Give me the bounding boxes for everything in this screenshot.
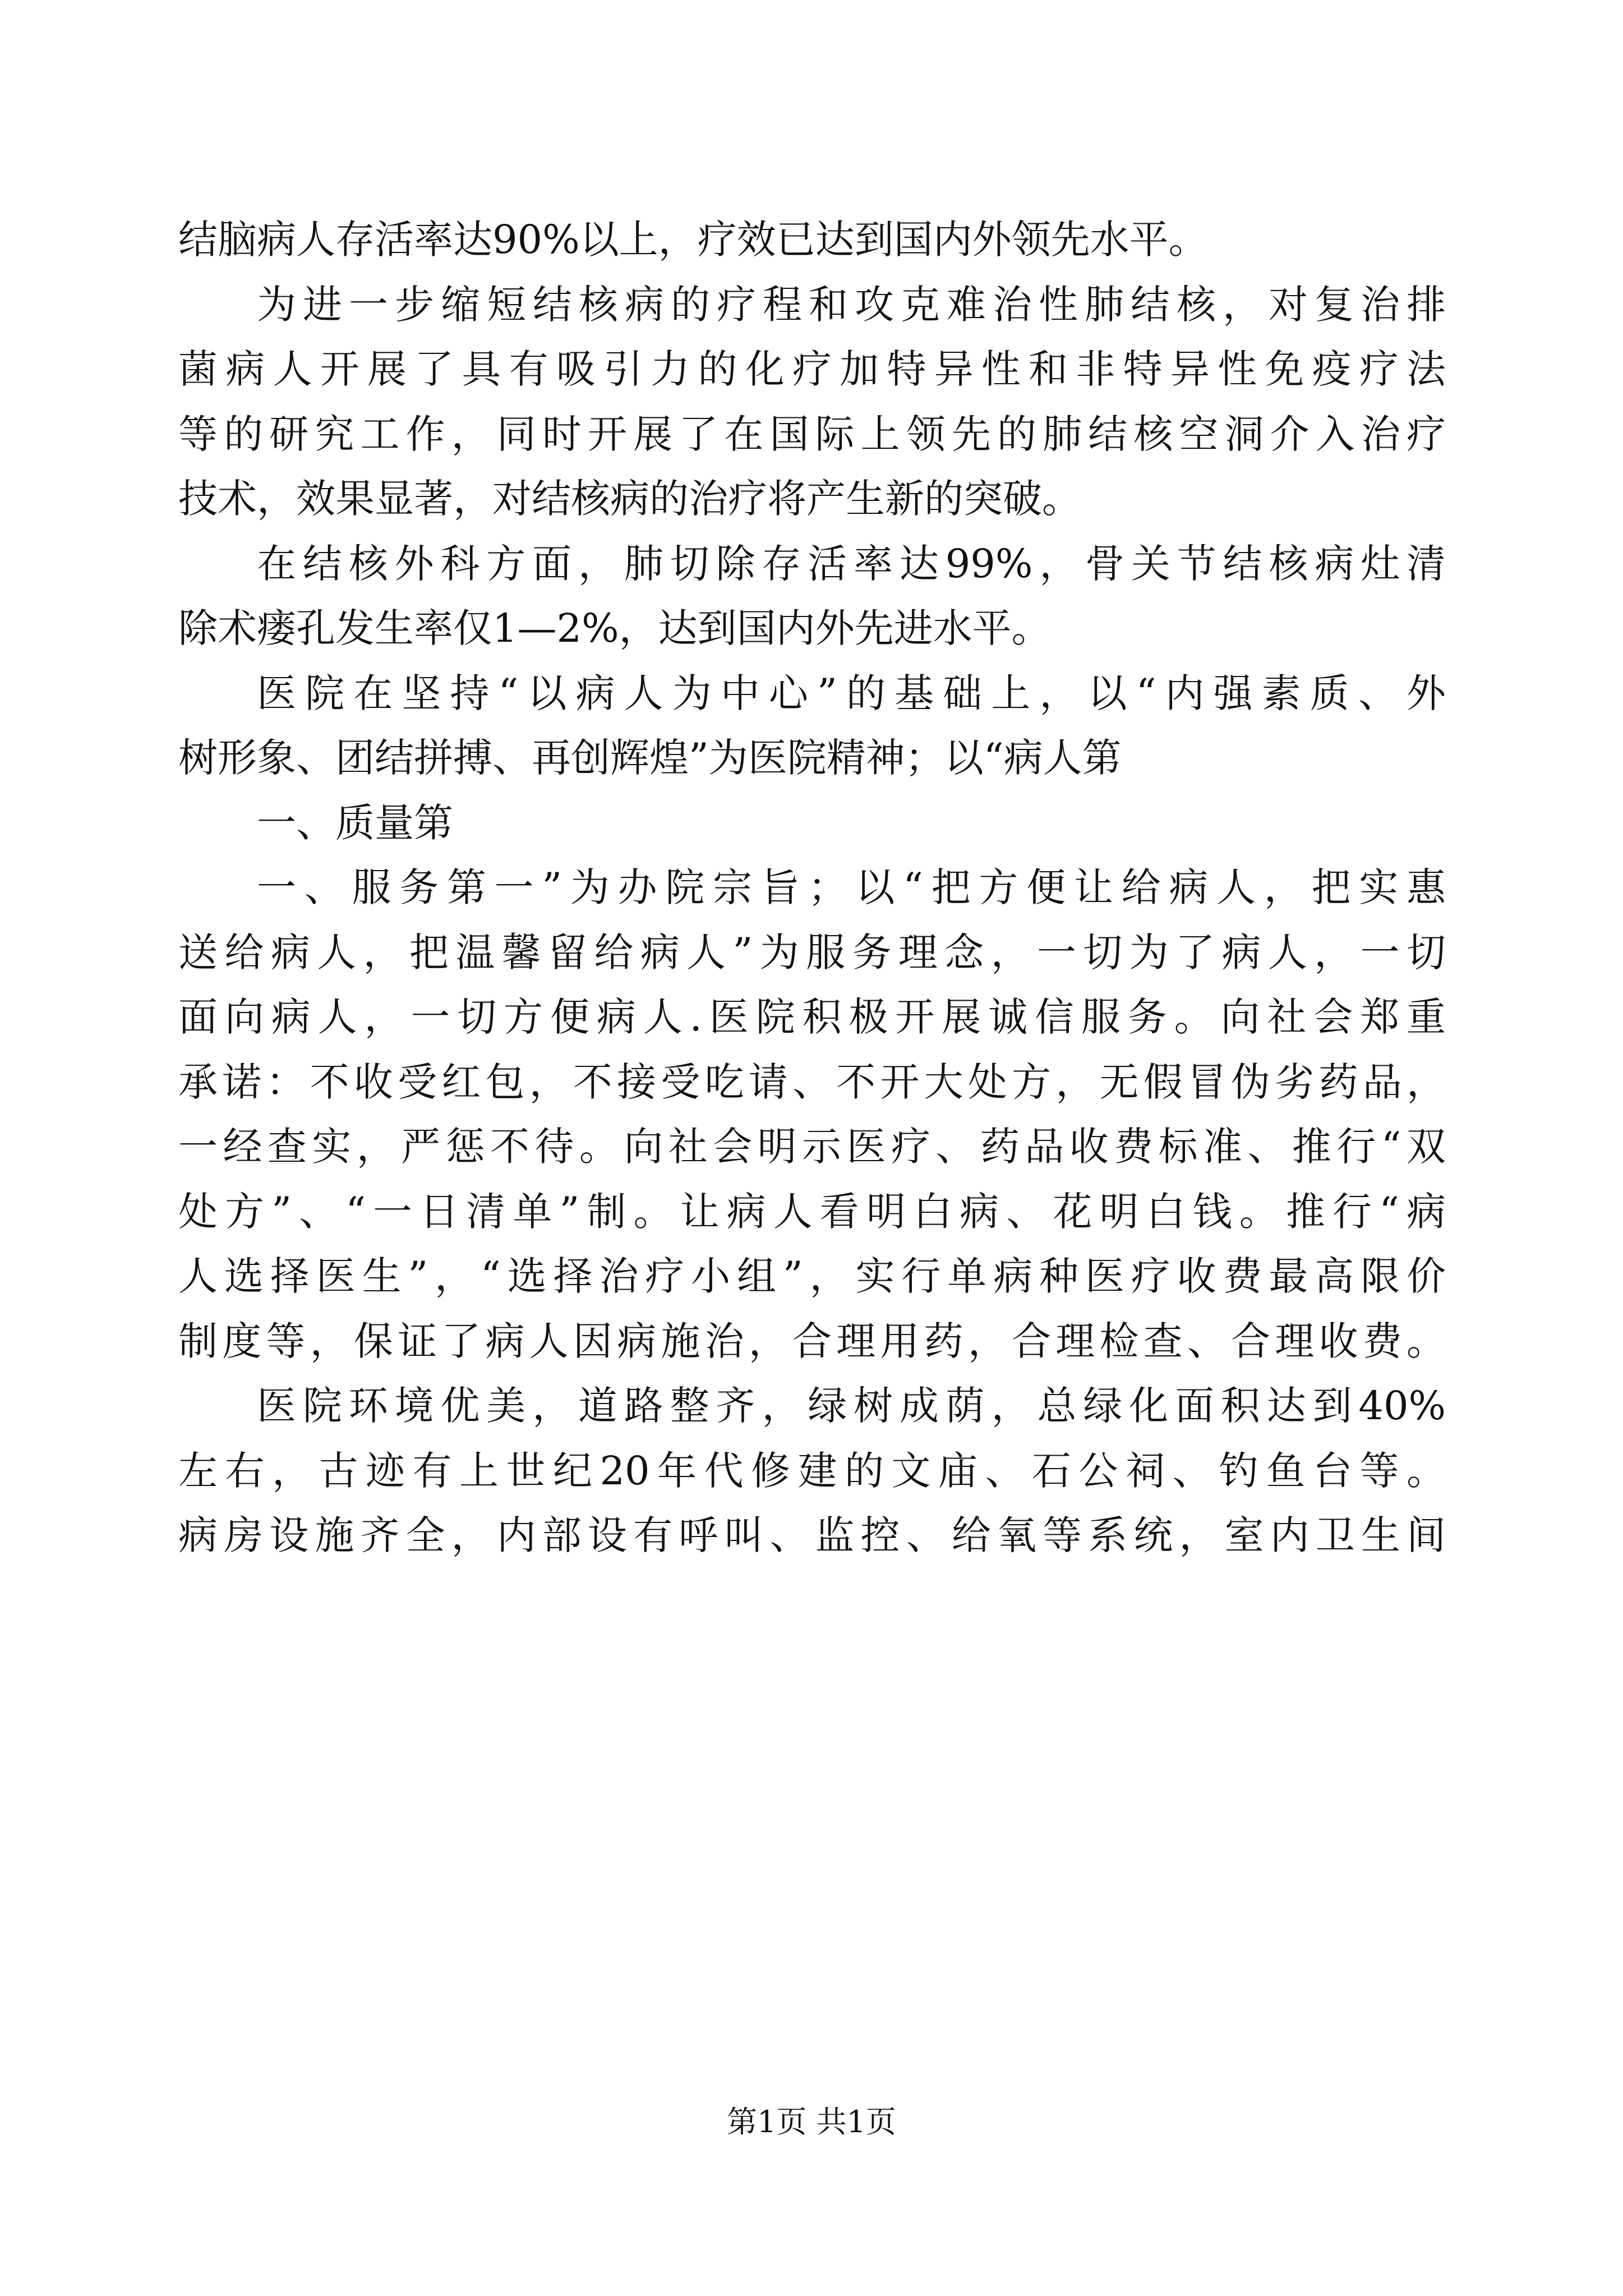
page-footer: 第1页 共1页	[727, 2104, 896, 2139]
text-line: 医院环境优美，道路整齐，绿树成荫，总绿化面积达到40%	[257, 1383, 1446, 1429]
body-text	[178, 208, 1446, 1568]
text-line: 左右，古迹有上世纪20年代修建的文庙、石公祠、钓鱼台等。	[178, 1447, 1446, 1494]
text-line: 一经查实，严惩不待。向社会明示医疗、药品收费标准、推行“双	[178, 1124, 1446, 1170]
text-line: 处方”、“一日清单”制。让病人看明白病、花明白钱。推行“病	[178, 1188, 1446, 1235]
text-line: 医院在坚持“以病人为中心”的基础上，以“内强素质、外	[257, 670, 1446, 716]
text-line: 在结核外科方面，肺切除存活率达99%，骨关节结核病灶清	[257, 540, 1446, 587]
text-line: 人选择医生”，“选择治疗小组”，实行单病种医疗收费最高限价	[178, 1253, 1446, 1299]
text-line: 为进一步缩短结核病的疗程和攻克难治性肺结核，对复治排	[257, 281, 1446, 328]
text-line: 树形象、团结拼搏、再创辉煌”为医院精神；以“病人第	[178, 735, 1122, 781]
text-line: 等的研究工作，同时开展了在国际上领先的肺结核空洞介入治疗	[178, 411, 1446, 457]
text-line: 制度等，保证了病人因病施治，合理用药，合理检查、合理收费。	[178, 1318, 1446, 1364]
text-line: 除术瘘孔发生率仅1—2%，达到国内外先进水平。	[178, 605, 1051, 651]
text-line: 病房设施齐全，内部设有呼叫、监控、给氧等系统，室内卫生间	[178, 1512, 1446, 1558]
text-line: 一、服务第一”为办院宗旨；以“把方便让给病人，把实惠	[257, 864, 1446, 910]
text-line: 一、质量第	[257, 799, 453, 846]
text-line: 承诺：不收受红包，不接受吃请、不开大处方，无假冒伪劣药品，	[178, 1059, 1446, 1105]
text-line: 菌病人开展了具有吸引力的化疗加特异性和非特异性免疫疗法	[178, 346, 1446, 392]
text-line: 技术，效果显著，对结核病的治疗将产生新的突破。	[178, 476, 1081, 522]
text-line: 结脑病人存活率达90%以上，疗效已达到国内外领先水平。	[178, 217, 1208, 263]
text-line: 面向病人，一切方便病人.医院积极开展诚信服务。向社会郑重	[178, 994, 1446, 1040]
text-line: 送给病人，把温馨留给病人”为服务理念，一切为了病人，一切	[178, 929, 1446, 976]
